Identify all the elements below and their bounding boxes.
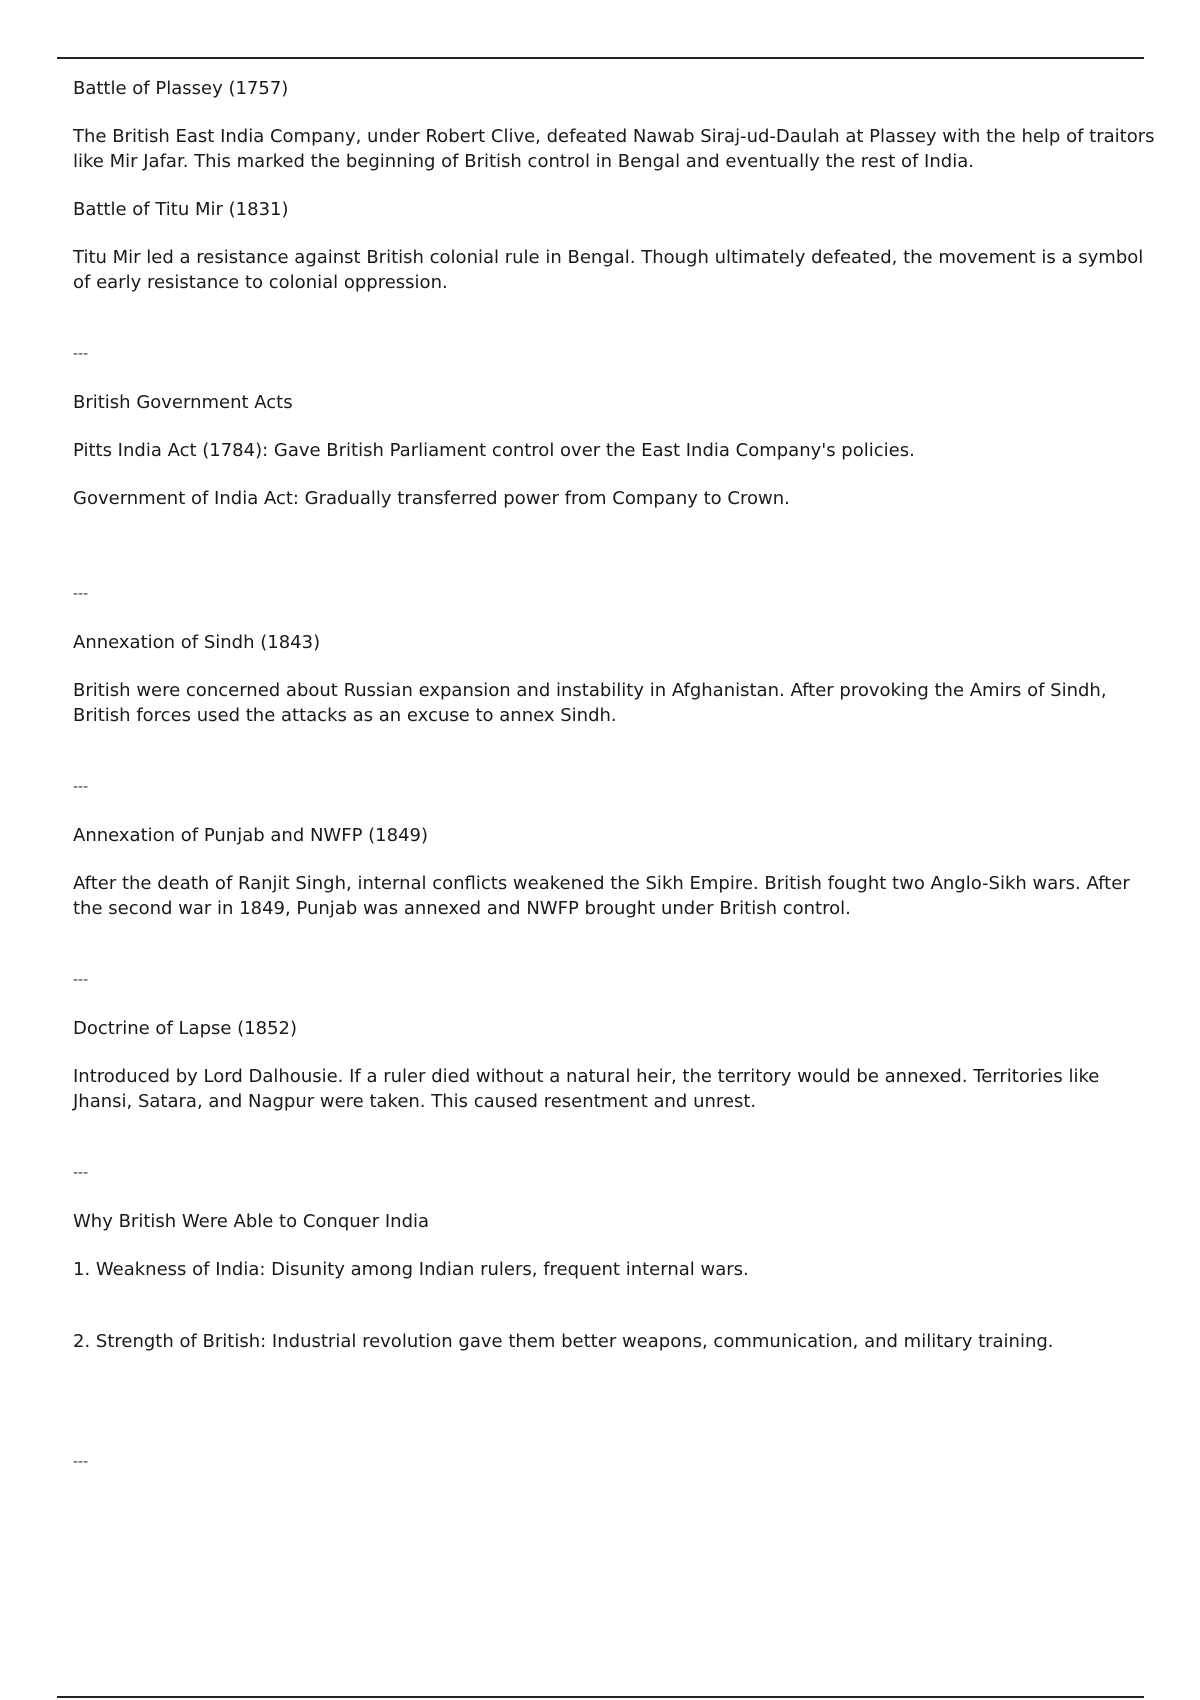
separator: --- bbox=[73, 346, 89, 362]
separator: --- bbox=[73, 972, 89, 988]
section-title-lapse: Doctrine of Lapse (1852) bbox=[73, 1018, 298, 1039]
section-title-sindh: Annexation of Sindh (1843) bbox=[73, 632, 321, 653]
section-title-why: Why British Were Able to Conquer India bbox=[73, 1211, 430, 1232]
why-point-2: 2. Strength of British: Industrial revolution gave them better weapons, communication, and military training. bbox=[73, 1331, 1054, 1352]
section-title-plassey: Battle of Plassey (1757) bbox=[73, 78, 289, 99]
document-body bbox=[73, 76, 1163, 1475]
separator: --- bbox=[73, 586, 89, 602]
section-title-titu-mir: Battle of Titu Mir (1831) bbox=[73, 199, 289, 220]
separator: --- bbox=[73, 1165, 89, 1181]
section-body-titu-mir: Titu Mir led a resistance against British colonial rule in Bengal. Though ultimately defeated, the movement is a symbol of early resistance to colonial oppression. bbox=[73, 247, 1144, 293]
top-rule bbox=[57, 57, 1144, 59]
acts-pitts-india-act: Pitts India Act (1784): Gave British Parliament control over the East India Company's policies. bbox=[73, 440, 915, 461]
section-title-acts: British Government Acts bbox=[73, 392, 293, 413]
section-title-punjab: Annexation of Punjab and NWFP (1849) bbox=[73, 825, 429, 846]
bottom-rule bbox=[57, 1696, 1144, 1698]
separator: --- bbox=[73, 1454, 89, 1470]
section-body-plassey: The British East India Company, under Robert Clive, defeated Nawab Siraj-ud-Daulah at Plassey with the help of traitors like Mir Jafar. This marked the beginning of British control in Bengal and eventually the rest of India. bbox=[73, 126, 1155, 172]
section-body-punjab: After the death of Ranjit Singh, internal conflicts weakened the Sikh Empire. British fought two Anglo-Sikh wars. After the second war in 1849, Punjab was annexed and NWFP brought under British control. bbox=[73, 873, 1130, 919]
separator: --- bbox=[73, 779, 89, 795]
acts-government-of-india-act: Government of India Act: Gradually transferred power from Company to Crown. bbox=[73, 488, 790, 509]
why-point-1: 1. Weakness of India: Disunity among Indian rulers, frequent internal wars. bbox=[73, 1259, 749, 1280]
section-body-lapse: Introduced by Lord Dalhousie. If a ruler died without a natural heir, the territory would be annexed. Territories like Jhansi, Satara, and Nagpur were taken. This caused resentment and unrest. bbox=[73, 1066, 1100, 1112]
section-body-sindh: British were concerned about Russian expansion and instability in Afghanistan. After provoking the Amirs of Sindh, British forces used the attacks as an excuse to annex Sindh. bbox=[73, 680, 1107, 726]
